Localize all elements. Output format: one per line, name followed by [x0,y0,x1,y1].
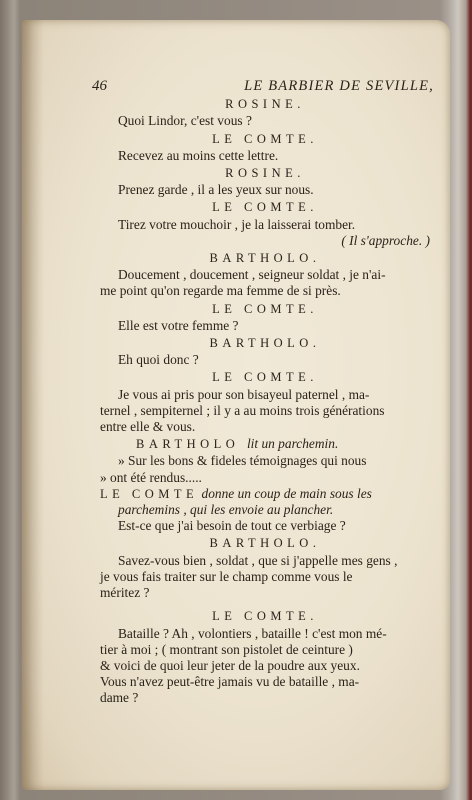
dialogue-line: méritez ? [100,585,150,601]
dialogue-line: ternel , sempiternel ; il y a au moins trois générations [100,402,385,418]
dialogue-line: » ont été rendus..... [100,469,202,485]
speaker-comte: LE COMTE. [212,370,318,385]
dialogue-line: Prenez garde , il a les yeux sur nous. [118,182,314,198]
speaker-comte: LE COMTE. [212,200,318,215]
speaker-name: LE COMTE [100,486,199,501]
speaker-comte: LE COMTE. [212,609,318,624]
dialogue-line: & voici de quoi leur jeter de la poudre aux yeux. [100,657,360,673]
stage-direction: lit un parchemin. [246,436,339,452]
running-title: LE BARBIER DE SEVILLE, [244,78,434,94]
dialogue-line: Est-ce que j'ai besoin de tout ce verbiage ? [118,518,346,534]
book-page [22,20,450,790]
speaker-rosine: ROSINE. [225,97,305,112]
speaker-name: BARTHOLO [136,437,240,452]
dialogue-line: Doucement , doucement , seigneur soldat , je n'ai- [118,267,386,283]
dialogue-line: Quoi Lindor, c'est vous ? [118,113,252,129]
dialogue-line: Savez-vous bien , soldat , que si j'appelle mes gens , [118,552,398,568]
dialogue-line: dame ? [100,690,139,706]
dialogue-line: entre elle & vous. [100,419,196,435]
speaker-rosine: ROSINE. [225,166,305,181]
spacer [100,601,430,607]
speaker-comte-with-direction [100,486,430,502]
stage-direction: ( Il s'approche. ) [341,232,430,248]
stage-direction: parchemins , qui les envoie au plancher. [118,502,334,518]
speaker-comte: LE COMTE. [212,301,318,316]
speaker-bartholo: BARTHOLO. [209,336,321,351]
dialogue-line: Recevez au moins cette lettre. [118,147,279,163]
dialogue-line: Tirez votre mouchoir , je la laisserai tomber. [118,216,356,232]
page-text [92,78,434,707]
dialogue-line: » Sur les bons & fideles témoignages qui nous [118,453,367,469]
dialogue-line: tier à moi ; ( montrant son pistolet de ceinture ) [100,641,353,657]
speaker-comte: LE COMTE. [212,131,318,146]
dialogue-line: Je vous ai pris pour son bisayeul paternel , ma- [118,386,370,402]
dialogue-line: je vous fais traiter sur le champ comme vous le [100,568,353,584]
dialogue-line: Vous n'avez peut-être jamais vu de bataille , ma- [100,674,360,690]
speaker-bartholo: BARTHOLO. [209,536,321,551]
dialogue-line: Elle est votre femme ? [118,317,239,333]
page-number: 46 [92,78,107,94]
dialogue-line: Bataille ? Ah , volontiers , bataille ! c'est mon mé- [118,625,387,641]
stage-direction: donne un coup de main sous les [201,485,372,501]
speaker-bartholo-with-direction [136,436,430,452]
page-header [92,78,434,94]
dialogue-line: me point qu'on regarde ma femme de si près. [100,283,341,299]
speaker-bartholo: BARTHOLO. [209,251,321,266]
dialogue-line: Eh quoi donc ? [118,352,199,368]
